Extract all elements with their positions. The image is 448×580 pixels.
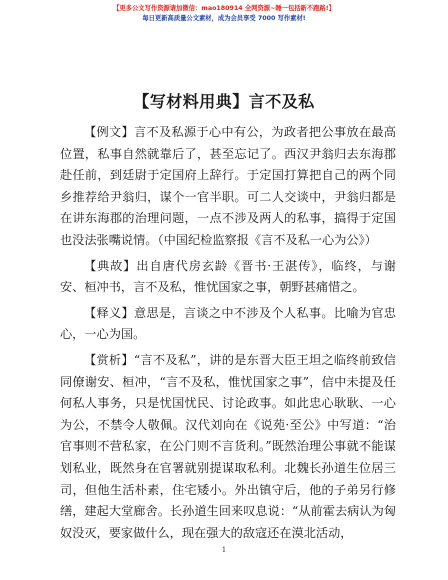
- paragraph-example: 【例文】言不及私源于心中有公，为政者把公事放在最高位置，私事自然就靠后了，甚至忘记了。西汉尹翁归去东海郡赴任前，到廷尉于定国府上辞行。于定国打算把自己的两个同乡推荐给尹翁归，谋个一官半职。可二人交谈中，尹翁归都是在讲东海郡的治理问题，一点不涉及两人的私事，搞得于定国也没法张嘴说情。（中国纪检监察报《言不及私一心为公》）: [60, 125, 396, 247]
- document-body: [60, 122, 396, 548]
- header-subtitle-line: 每日更新高质量公文素材，成为会员享受 7000 写作素材!: [142, 15, 306, 22]
- header-promo-line: 【更多公文写作资源请加微信：mao180914 全网资源~睡一包括新不跑路!】: [113, 5, 335, 12]
- paragraph-meaning: 【释义】意思是，言谈之中不涉及个人私事。比喻为官忠心，一心为国。: [60, 305, 396, 342]
- paragraph-allusion: 【典故】出自唐代房玄龄《晋书·王湛传》，临终，与谢安、桓冲书，言不及私，惟忧国家之事，朝野甚痛惜之。: [60, 258, 396, 295]
- paragraph-appreciation: 【赏析】“言不及私”，讲的是东晋大臣王坦之临终前致信同僚谢安、桓冲，“言不及私，惟忧国家之事”，信中未提及任何私人事务，只是忧国忧民、讨论政事。如此忠心耿耿、一心为公，不禁令人敬佩。汉代刘向在《说苑·至公》中写道：“治官事则不营私家，在公门则不言货利。”既然治理公事就不能谋划私业，既然身在官署就别提谋取私利。北魏长孙道生位居三司，但他生活朴素，住宅矮小。外出镇守后，他的子弟另行修缮，建起大堂廊舍。长孙道生回来叹息说：“从前霍去病认为匈奴没灭，要家做什么，现在强大的敌寇还在漠北活动，: [60, 352, 396, 540]
- page-number: 1: [221, 546, 227, 554]
- page-title: 【写材料用典】言不及私: [133, 92, 315, 111]
- page-header: [0, 4, 448, 24]
